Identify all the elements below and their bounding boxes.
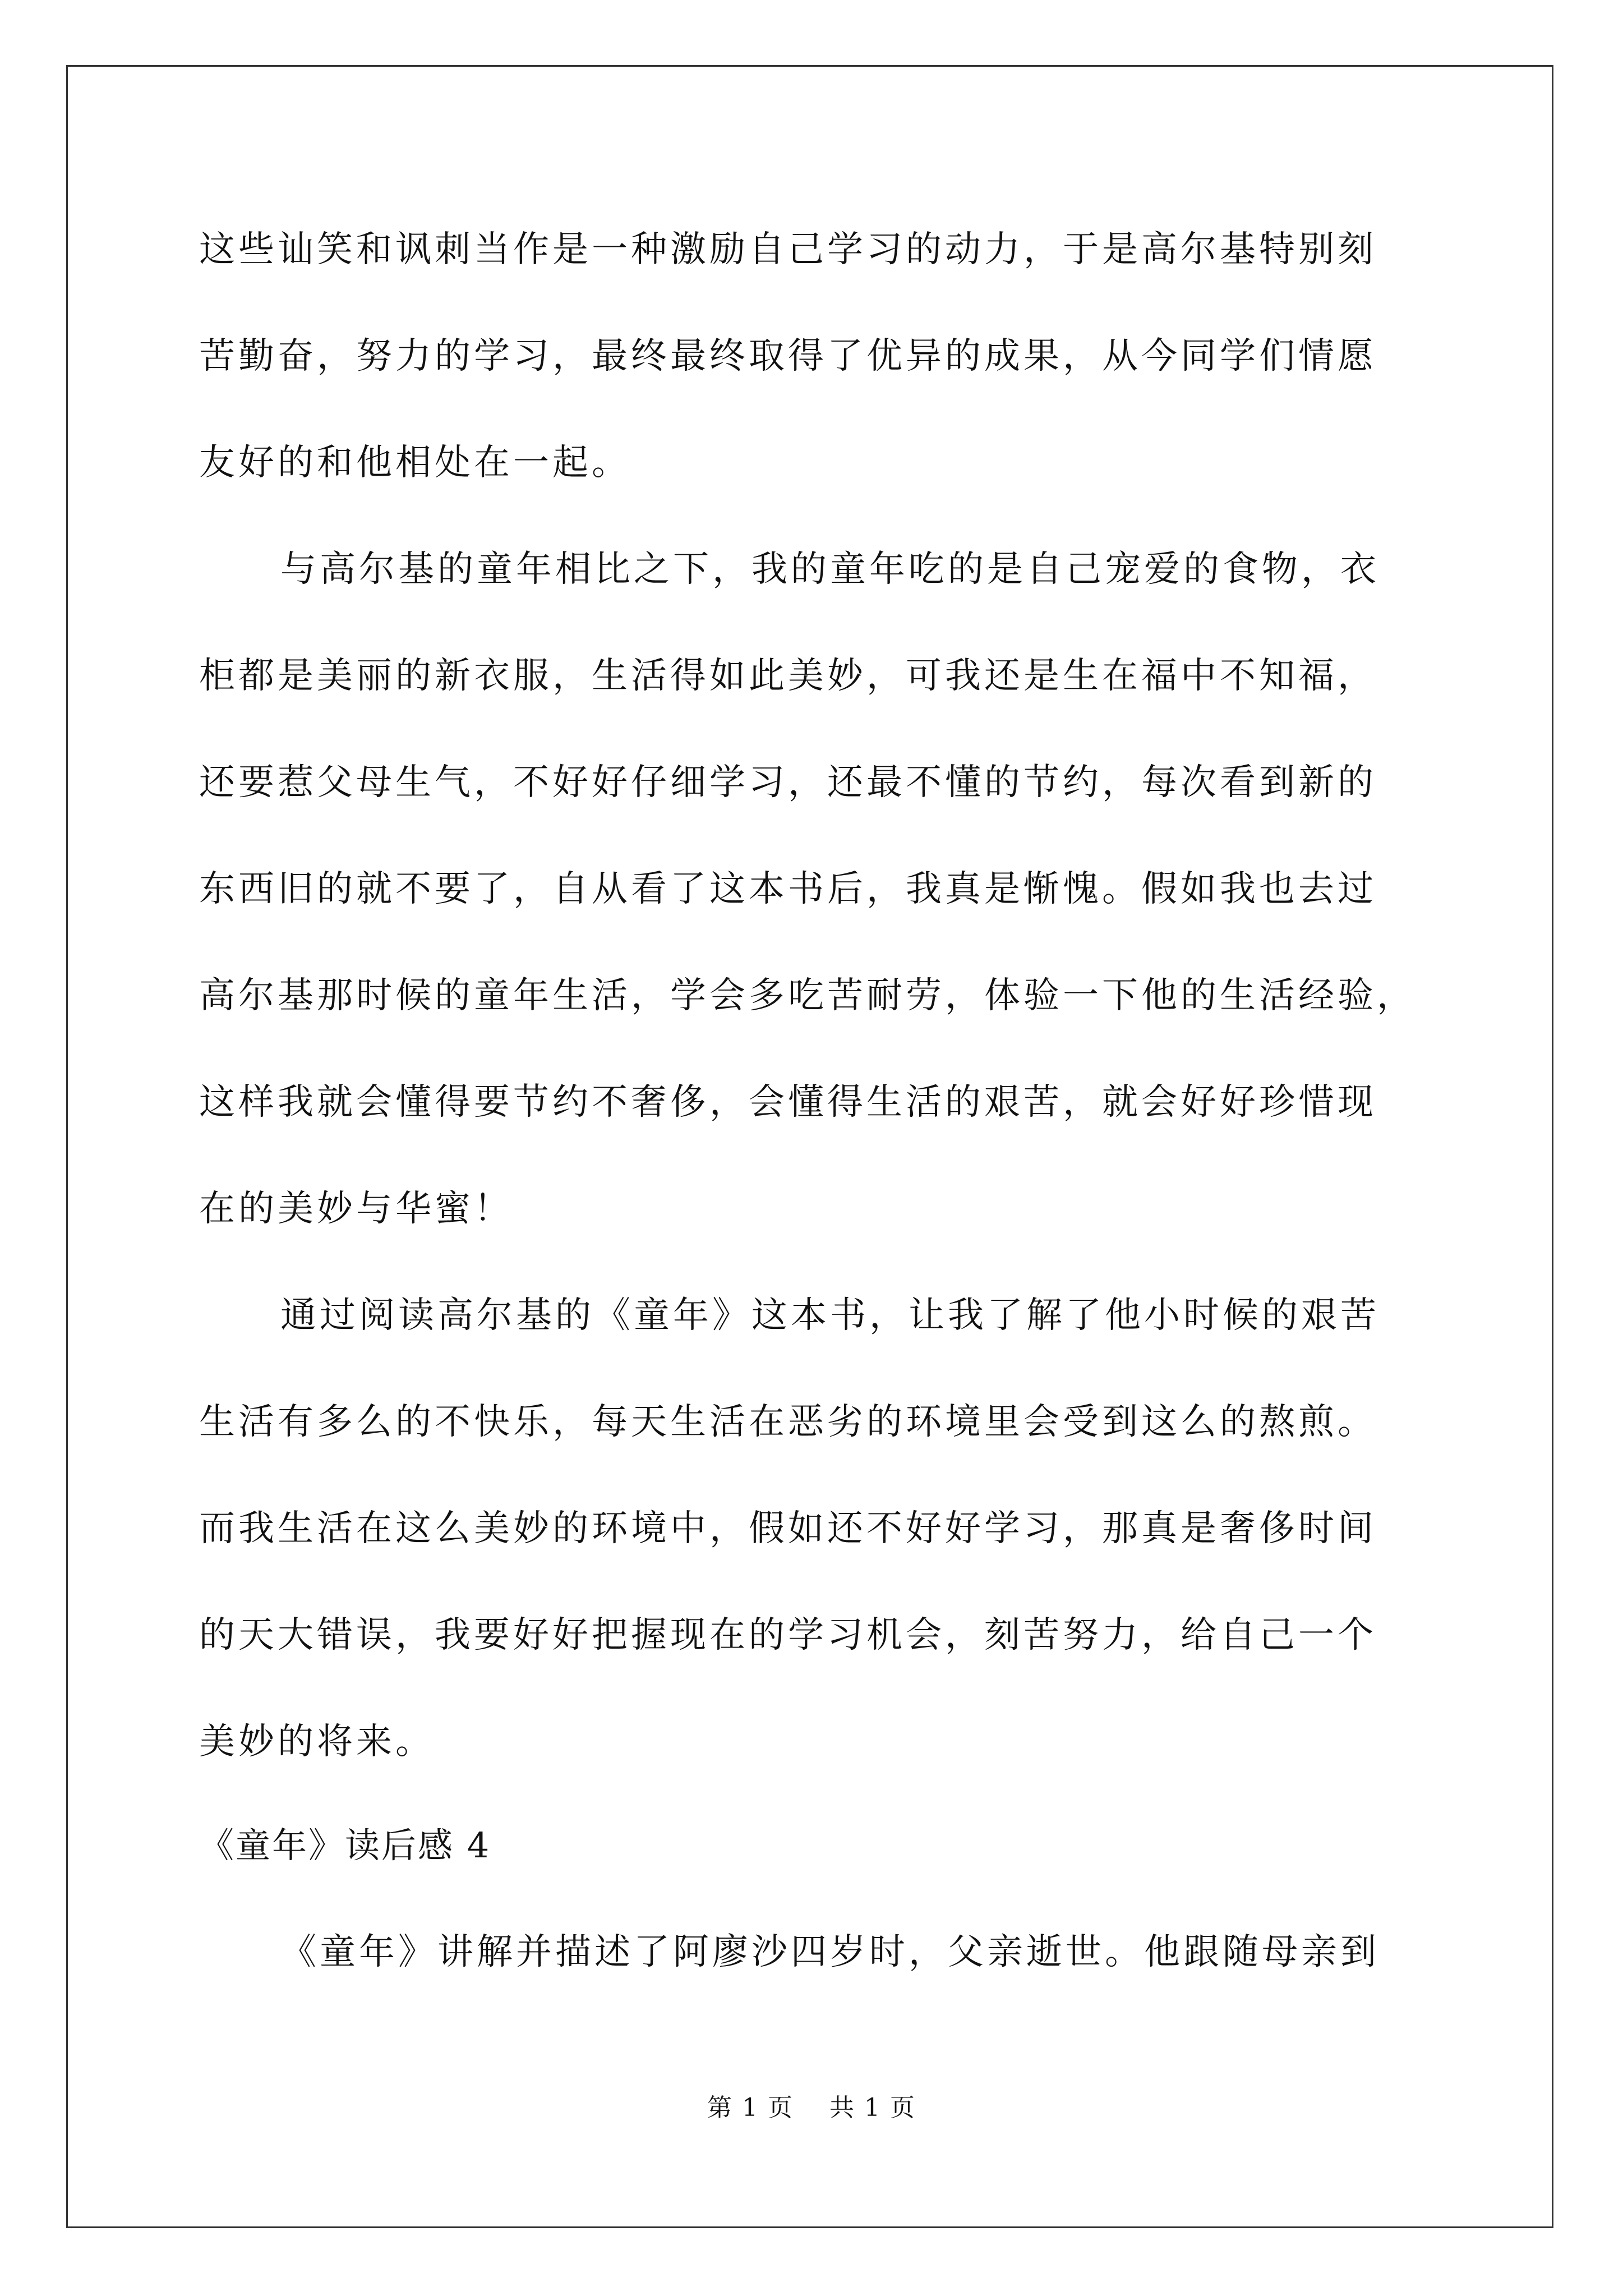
paragraph-3-line-2: 生活有多么的不快乐，每天生活在恶劣的环境里会受到这么的熬煎。 (199, 1401, 1377, 1443)
paragraph-2-line-2: 柜都是美丽的新衣服，生活得如此美妙，可我还是生在福中不知福， (199, 655, 1377, 697)
body-line-1: 这些讪笑和讽刺当作是一种激励自己学习的动力，于是高尔基特别刻 (199, 229, 1377, 270)
body-line-2: 苦勤奋，努力的学习，最终最终取得了优异的成果，从今同学们情愿 (199, 335, 1377, 377)
paragraph-3-line-4: 的天大错误，我要好好把握现在的学习机会，刻苦努力，给自己一个 (199, 1614, 1377, 1656)
paragraph-4-line-1: 《童年》讲解并描述了阿廖沙四岁时，父亲逝世。他跟随母亲到 (280, 1931, 1380, 1973)
page-footer: 第 1 页 共 1 页 (707, 2093, 916, 2122)
body-line-3: 友好的和他相处在一起。 (199, 442, 631, 484)
paragraph-3-line-5: 美妙的将来。 (199, 1721, 435, 1763)
paragraph-2-line-5: 高尔基那时候的童年生活，学会多吃苦耐劳，体验一下他的生活经验， (199, 975, 1416, 1016)
paragraph-2-line-4: 东西旧的就不要了，自从看了这本书后，我真是惭愧。假如我也去过 (199, 868, 1377, 910)
page-frame (66, 65, 1553, 2228)
section-heading: 《童年》读后感 4 (199, 1825, 491, 1866)
paragraph-2-line-6: 这样我就会懂得要节约不奢侈，会懂得生活的艰苦，就会好好珍惜现 (199, 1082, 1377, 1123)
paragraph-3-line-3: 而我生活在这么美妙的环境中，假如还不好好学习，那真是奢侈时间 (199, 1508, 1377, 1549)
paragraph-2-line-1: 与高尔基的童年相比之下，我的童年吃的是自己宠爱的食物，衣 (280, 549, 1380, 590)
paragraph-2-line-7: 在的美妙与华蜜！ (199, 1188, 513, 1230)
paragraph-2-line-3: 还要惹父母生气，不好好仔细学习，还最不懂的节约，每次看到新的 (199, 762, 1377, 803)
paragraph-3-line-1: 通过阅读高尔基的《童年》这本书，让我了解了他小时候的艰苦 (280, 1295, 1380, 1336)
